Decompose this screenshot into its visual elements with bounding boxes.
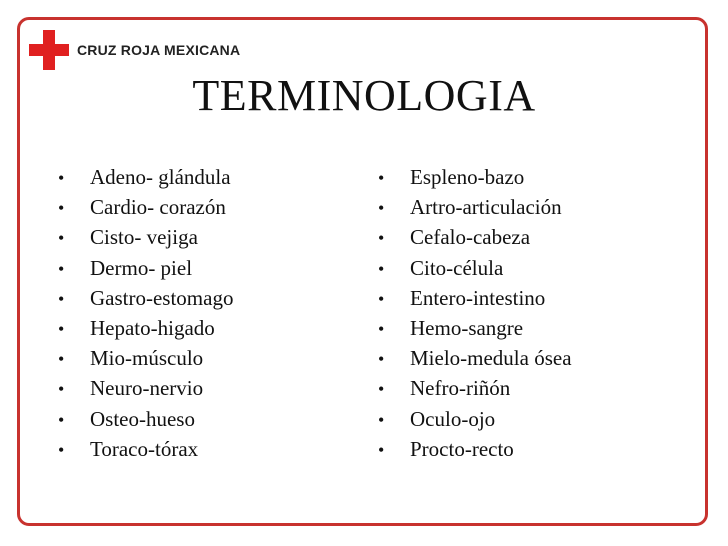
bullet-icon: • <box>378 409 385 430</box>
list-item <box>58 313 233 343</box>
bullet-icon: • <box>378 439 385 460</box>
bullet-icon: • <box>378 168 385 188</box>
bullet-icon: • <box>378 349 385 370</box>
term-text: Oculo-ojo <box>410 406 496 431</box>
term-text: Gastro-estomago <box>90 285 234 310</box>
left-term-list <box>58 162 233 464</box>
bullet-icon: • <box>378 318 385 339</box>
term-text: Cisto- vejiga <box>90 225 198 250</box>
list-item <box>58 192 233 222</box>
bullet-icon: • <box>378 258 385 279</box>
list-item <box>58 253 233 283</box>
term-text: Entero-intestino <box>410 285 546 310</box>
list-item <box>58 162 233 192</box>
term-text: Mio-músculo <box>90 346 204 371</box>
list-item <box>58 222 233 252</box>
term-text: Cardio- corazón <box>90 195 226 220</box>
bullet-icon: • <box>58 439 65 460</box>
bullet-icon: • <box>58 228 65 249</box>
header <box>29 30 240 70</box>
bullet-icon: • <box>58 198 65 219</box>
bullet-icon: • <box>58 379 65 400</box>
bullet-icon: • <box>378 379 385 400</box>
term-text: Procto-recto <box>410 436 514 461</box>
bullet-icon: • <box>58 288 65 309</box>
list-item <box>378 162 572 192</box>
bullet-icon: • <box>378 288 385 309</box>
term-text: Cito-célula <box>410 255 504 280</box>
list-item <box>58 373 233 403</box>
list-item <box>378 373 572 403</box>
bullet-icon: • <box>378 228 385 249</box>
bullet-icon: • <box>378 198 385 219</box>
term-text: Neuro-nervio <box>90 376 204 401</box>
term-text: Artro-articulación <box>410 195 562 220</box>
term-text: Toraco-tórax <box>90 436 199 461</box>
bullet-icon: • <box>58 318 65 339</box>
list-item <box>378 222 572 252</box>
term-text: Adeno- glándula <box>90 165 231 189</box>
list-item <box>58 283 233 313</box>
bullet-icon: • <box>58 168 65 188</box>
term-text: Hemo-sangre <box>410 315 524 340</box>
bullet-icon: • <box>58 258 65 279</box>
bullet-icon: • <box>58 409 65 430</box>
list-item <box>378 192 572 222</box>
list-item <box>58 434 233 464</box>
right-term-list <box>378 162 572 464</box>
list-item <box>378 253 572 283</box>
term-text: Espleno-bazo <box>410 165 525 189</box>
red-cross-logo-icon <box>29 30 69 70</box>
term-text: Hepato-higado <box>90 315 215 340</box>
list-item <box>58 404 233 434</box>
term-text: Nefro-riñón <box>410 376 511 401</box>
list-item <box>378 434 572 464</box>
bullet-icon: • <box>58 349 65 370</box>
list-item <box>378 404 572 434</box>
term-text: Cefalo-cabeza <box>410 225 531 250</box>
slide-title: TERMINOLOGIA <box>192 71 536 120</box>
term-text: Dermo- piel <box>90 255 193 280</box>
list-item <box>58 343 233 373</box>
organization-name: CRUZ ROJA MEXICANA <box>77 42 241 58</box>
list-item <box>378 313 572 343</box>
list-item <box>378 343 572 373</box>
term-text: Mielo-medula ósea <box>410 346 572 371</box>
list-item <box>378 283 572 313</box>
term-text: Osteo-hueso <box>90 406 195 431</box>
